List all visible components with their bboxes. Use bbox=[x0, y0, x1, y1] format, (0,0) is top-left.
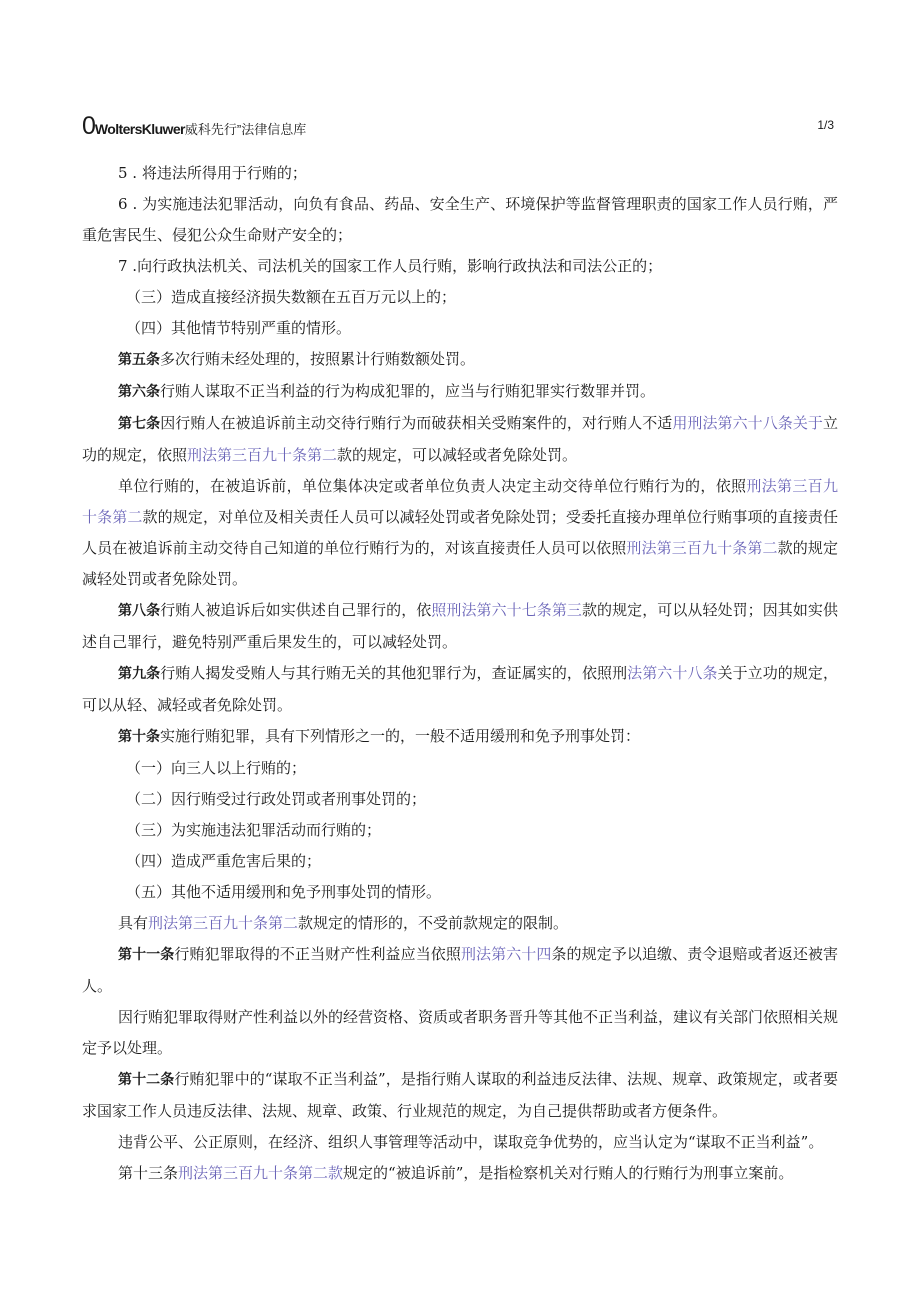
document-body bbox=[82, 158, 838, 1189]
brand-name-en: WoltersKluwer bbox=[94, 121, 185, 137]
paragraph bbox=[82, 189, 838, 251]
paragraph-text: 款的规定，可以减轻或者免除处罚。 bbox=[337, 446, 578, 464]
article-number: 第十一条 bbox=[118, 947, 175, 963]
paragraph bbox=[82, 282, 838, 313]
paragraph-text: （三）造成直接经济损失数额在五百万元以上的； bbox=[126, 288, 457, 306]
paragraph bbox=[82, 939, 838, 1002]
paragraph bbox=[82, 251, 838, 282]
paragraph bbox=[82, 1064, 838, 1127]
paragraph bbox=[82, 877, 838, 908]
logo-mark: 0 bbox=[82, 112, 95, 140]
paragraph bbox=[82, 1158, 838, 1189]
paragraph bbox=[82, 313, 838, 344]
paragraph-text: 款的规定，可以从轻处罚；因其如实供述自己罪行，避免特别严重后果发生的，可以减轻处罚。 bbox=[82, 601, 838, 651]
law-reference-link[interactable]: 用刑法第六十八条关于 bbox=[672, 414, 823, 432]
paragraph-text: （一）向三人以上行贿的； bbox=[126, 759, 307, 777]
paragraph-text: 款规定的情形的，不受前款规定的限制。 bbox=[298, 914, 569, 932]
paragraph bbox=[82, 376, 838, 408]
paragraph-text: 款的规定，对单位及相关责任人员可以减轻处罚或者免除处罚；受委托直接办理单位行贿事项的直接责任人员在被追诉前主动交待自己知道的单位行贿行为的，对该直接责任人员可以依照 bbox=[82, 508, 838, 557]
brand-name-cn: 威科先行”法律信息库 bbox=[184, 122, 307, 137]
paragraph-text: 规定的“被追诉前”，是指检察机关对行贿人的行贿行为刑事立案前。 bbox=[343, 1164, 794, 1182]
paragraph-text: 多次行贿未经处理的，按照累计行贿数额处罚。 bbox=[160, 350, 476, 368]
paragraph bbox=[82, 784, 838, 815]
law-reference-link[interactable]: 刑法第三百九十条第二款 bbox=[178, 1164, 344, 1182]
page-header bbox=[82, 112, 834, 142]
paragraph bbox=[82, 344, 838, 376]
law-reference-link[interactable]: 刑法第六十四 bbox=[460, 945, 552, 963]
paragraph-text: 行贿人被追诉后如实供述自己罪行的，依 bbox=[160, 601, 432, 619]
law-reference-link[interactable]: 法第六十八条 bbox=[627, 664, 718, 682]
paragraph-text: 违背公平、公正原则，在经济、组织人事管理等活动中，谋取竞争优势的，应当认定为“谋取不正当利益”。 bbox=[118, 1133, 824, 1151]
page-number: 1/3 bbox=[817, 118, 834, 132]
paragraph-text: 行贿人谋取不正当利益的行为构成犯罪的，应当与行贿犯罪实行数罪并罚。 bbox=[160, 382, 656, 400]
paragraph-text: 行贿犯罪取得的不正当财产性利益应当依照 bbox=[174, 945, 461, 963]
article-number: 第十条 bbox=[118, 729, 160, 745]
article-number: 第五条 bbox=[118, 352, 160, 368]
paragraph-text: （四）造成严重危害后果的； bbox=[126, 852, 322, 870]
paragraph bbox=[82, 846, 838, 877]
article-number: 第七条 bbox=[118, 416, 161, 432]
law-reference-link[interactable]: 刑法第三百九十条第二 bbox=[187, 446, 338, 464]
paragraph-text: 行贿犯罪中的“谋取不正当利益”，是指行贿人谋取的利益违反法律、法规、规章、政策规定，或者要求国家工作人员违反法律、法规、规章、政策、行业规范的规定，为自己提供帮助或者方便条件。 bbox=[82, 1070, 839, 1120]
paragraph-text: 立功的规定，依照 bbox=[82, 414, 838, 464]
article-number: 第九条 bbox=[118, 666, 161, 682]
paragraph-text: 款的规定减轻处罚或者免除处罚。 bbox=[82, 539, 838, 588]
paragraph bbox=[82, 408, 838, 471]
paragraph-text: 7 .向行政执法机关、司法机关的国家工作人员行贿，影响行政执法和司法公正的； bbox=[118, 257, 663, 275]
article-number: 第八条 bbox=[118, 603, 161, 619]
paragraph-text: 第十三条 bbox=[118, 1164, 179, 1182]
law-reference-link[interactable]: 照刑法第六十七条第三 bbox=[431, 601, 582, 619]
paragraph bbox=[82, 471, 838, 595]
paragraph-text: 条的规定予以追缴、责令退赔或者返还被害人。 bbox=[82, 945, 838, 995]
law-reference-link[interactable]: 刑法第三百九十条第二 bbox=[148, 914, 299, 932]
paragraph-text: 实施行贿犯罪，具有下列情形之一的，一般不适用缓刑和免予刑事处罚： bbox=[160, 727, 641, 745]
paragraph-text: 6 . 为实施违法犯罪活动，向负有食品、药品、安全生产、环境保护等监督管理职责的国家工作人员行贿，严重危害民生、侵犯公众生命财产安全的； bbox=[82, 195, 838, 244]
paragraph-text: （二）因行贿受过行政处罚或者刑事处罚的； bbox=[126, 790, 427, 808]
article-number: 第六条 bbox=[118, 384, 160, 400]
paragraph bbox=[82, 158, 838, 189]
paragraph bbox=[82, 753, 838, 784]
paragraph bbox=[82, 815, 838, 846]
brand-logo bbox=[82, 112, 306, 141]
paragraph-text: 因行贿犯罪取得财产性利益以外的经营资格、资质或者职务晋升等其他不正当利益，建议有关部门依照相关规定予以处理。 bbox=[82, 1008, 839, 1057]
paragraph-text: 5 . 将违法所得用于行贿的； bbox=[118, 164, 307, 182]
paragraph bbox=[82, 595, 838, 658]
paragraph-text: 单位行贿的，在被追诉前，单位集体决定或者单位负责人决定主动交待单位行贿行为的，依照 bbox=[118, 477, 747, 495]
paragraph-text: （四）其他情节特别严重的情形。 bbox=[126, 319, 352, 337]
paragraph-text: 具有 bbox=[118, 914, 149, 932]
law-reference-link[interactable]: 刑法第三百九十条第二 bbox=[82, 477, 838, 526]
paragraph bbox=[82, 721, 838, 753]
paragraph-text: （三）为实施违法犯罪活动而行贿的； bbox=[126, 821, 382, 839]
paragraph-text: 关于立功的规定，可以从轻、减轻或者免除处罚。 bbox=[82, 664, 838, 714]
paragraph bbox=[82, 658, 838, 721]
paragraph-text: 因行贿人在被追诉前主动交待行贿行为而破获相关受贿案件的，对行贿人不适 bbox=[160, 414, 673, 432]
paragraph bbox=[82, 1002, 838, 1064]
article-number: 第十二条 bbox=[118, 1072, 175, 1088]
paragraph bbox=[82, 908, 838, 939]
paragraph-text: （五）其他不适用缓刑和免予刑事处罚的情形。 bbox=[126, 883, 442, 901]
paragraph bbox=[82, 1127, 838, 1158]
law-reference-link[interactable]: 刑法第三百九十条第二 bbox=[626, 539, 778, 557]
paragraph-text: 行贿人揭发受贿人与其行贿无关的其他犯罪行为，查证属实的，依照刑 bbox=[160, 664, 628, 682]
